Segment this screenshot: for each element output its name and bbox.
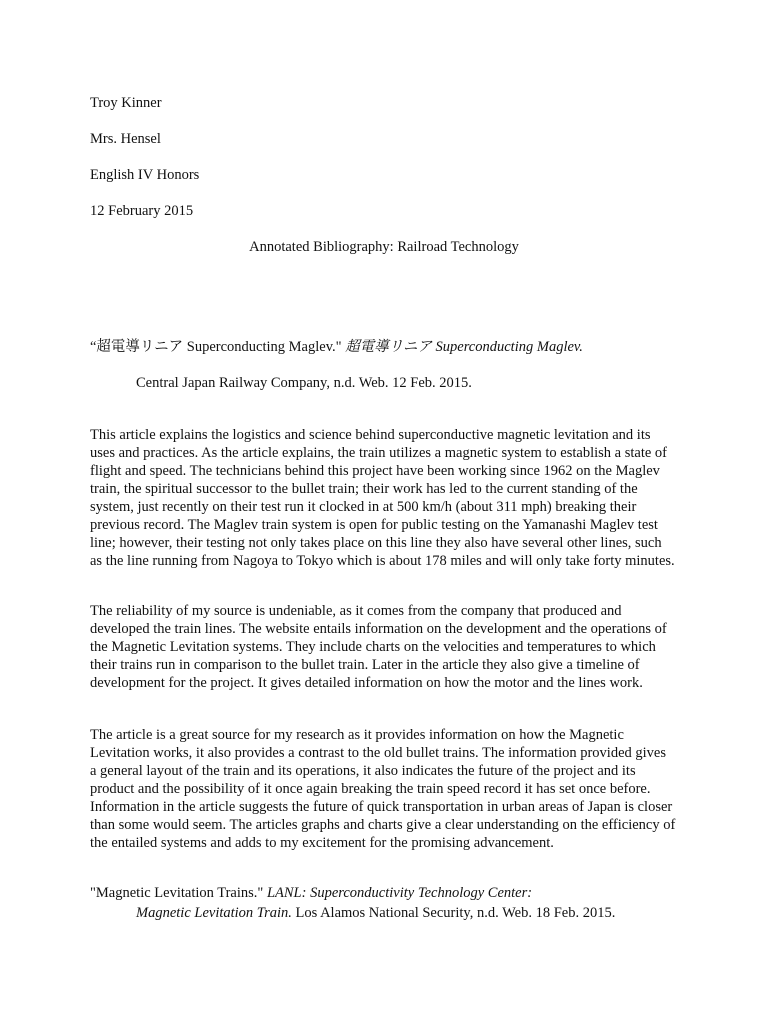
citation-2-publisher: Los Alamos National Security, n.d. Web. 18 Feb. 2015. (295, 905, 616, 921)
citation-2-site-line-1: LANL: Superconductivity Technology Center: (266, 885, 533, 901)
citation-2-line-2 (136, 904, 615, 922)
citation-1-publisher: Central Japan Railway Company, n.d. Web. 12 Feb. 2015. (136, 375, 472, 391)
citation-2-line-1 (90, 884, 532, 902)
page-title: Annotated Bibliography: Railroad Technology (249, 239, 519, 255)
citation-1-site: 超電導リニア Superconducting Maglev. (345, 339, 583, 355)
document-date: 12 February 2015 (90, 203, 194, 219)
citation-2-site-line-2: Magnetic Levitation Train. (136, 905, 292, 921)
annotation-1-paragraph-3: The article is a great source for my research as it provides information on how the Magnetic Levitation works, it also provides a contrast to the old bullet trains. The information provided gives a general layout of the train and its operations, it also indicates the future of the project and its product and the possibility of it once again breaking the train speed record it has set once before. Information in the article suggests the future of quick transportation in urban areas of Japan is closer than some would seem. The articles graphs and charts give a clear understanding on the efficiency of the entailed systems and adds to my excitement for the promising advancement. (90, 727, 676, 851)
citation-1-title: “超電導リニア Superconducting Maglev." (90, 339, 342, 355)
citation-2-title: "Magnetic Levitation Trains." (90, 885, 264, 901)
course-name: English IV Honors (90, 167, 200, 183)
annotation-1-paragraph-1: This article explains the logistics and science behind superconductive magnetic levitation and its uses and practices. As the article explains, the train utilizes a magnetic system to establish a state of flight and speed. The technicians behind this project have been working since 1962 on the Maglev train, the spiritual successor to the bullet train; their work has led to the current standing of the system, just recently on their test run it clocked in at 500 km/h (about 311 mph) breaking their previous record. The Maglev train system is open for public testing on the Yamanashi Maglev test line; however, their testing not only takes place on this line they also have several other lines, such as the line running from Nagoya to Tokyo which is about 178 miles and will only take forty minutes. (90, 427, 675, 569)
citation-1-line-1 (90, 338, 583, 356)
student-name: Troy Kinner (90, 95, 162, 111)
teacher-name: Mrs. Hensel (90, 131, 161, 147)
annotation-1-paragraph-2: The reliability of my source is undeniable, as it comes from the company that produced and developed the train lines. The website entails information on the development and the operations of the Magnetic Levitation systems. They include charts on the velocities and temperatures to which their trains run in comparison to the bullet train. Later in the article they also give a timeline of development for the project. It gives detailed information on how the motor and the lines work. (90, 603, 667, 691)
